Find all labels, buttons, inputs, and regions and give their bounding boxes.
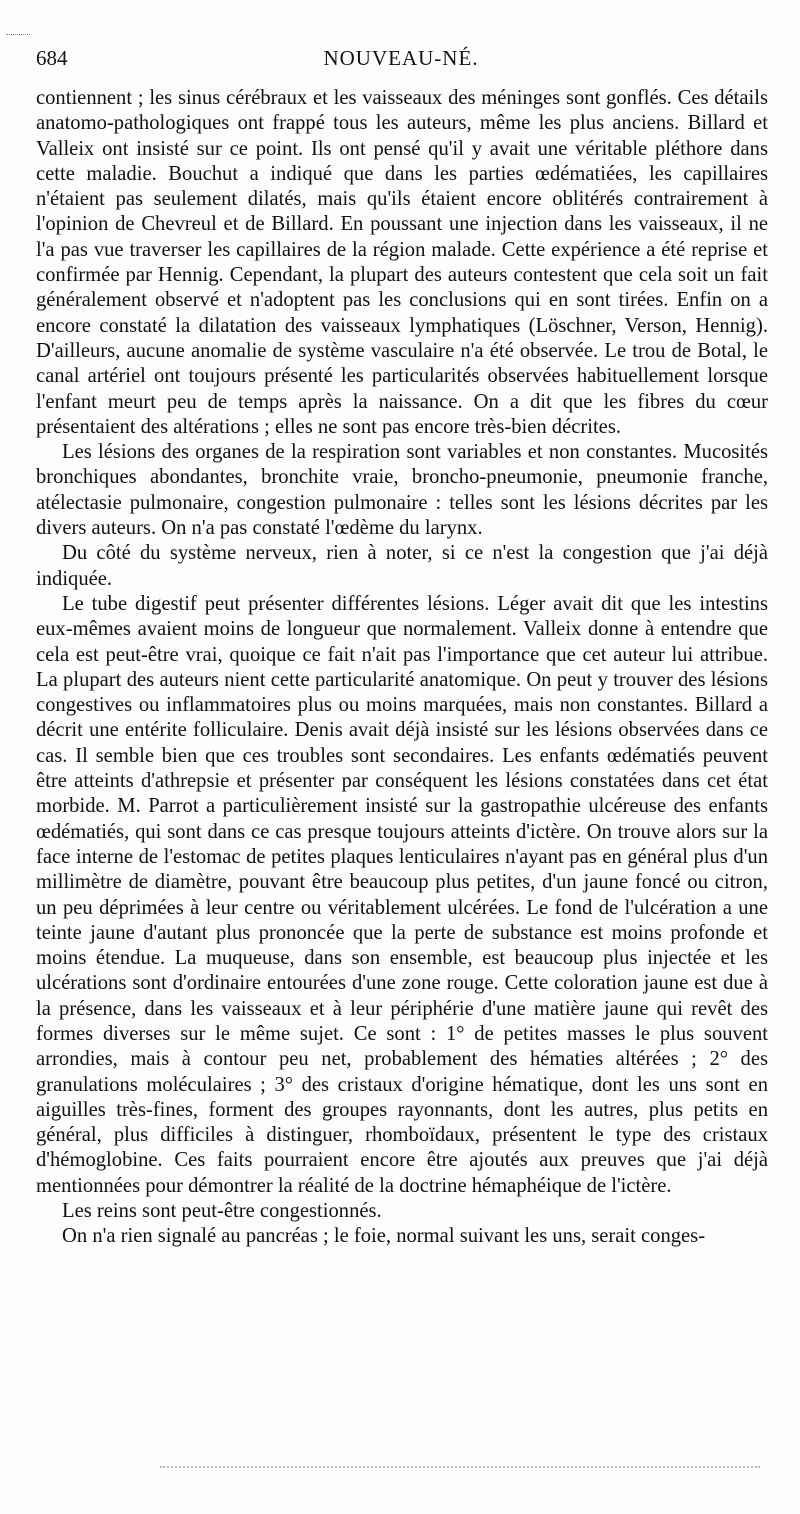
margin-mark [6, 34, 30, 35]
paragraph: contiennent ; les sinus cérébraux et les vaisseaux des méninges sont gonflés. Ces détails anatomo-pathologiques ont frappé tous les auteurs, même les plus anciens. Billard et Valleix ont insisté sur ce point. Ils ont pensé qu'il y avait une véritable pléthore dans cette maladie. Bouchut a indiqué que dans les parties œdématiées, les capillaires n'étaient pas seulement dilatés, mais qu'ils étaient encore oblitérés contrairement à l'opinion de Chevreul et de Billard. En poussant une injection dans les vaisseaux, il ne l'a pas vue traverser les capillaires de la région malade. Cette expérience a été reprise et confirmée par Hennig. Cependant, la plupart des auteurs contestent que cela soit un fait généralement observé et n'adoptent pas les conclusions qui en sont tirées. Enfin on a encore constaté la dilatation des vaisseaux lymphatiques (Löschner, Verson, Hennig). D'ailleurs, aucune anomalie de système vasculaire n'a été observée. Le trou de Botal, le canal artériel ont toujours présenté les particularités observées habituellement lorsque l'enfant meurt peu de temps après la naissance. On a dit que les fibres du cœur présentaient des altérations ; elles ne sont pas encore très-bien décrites. [36, 87, 768, 438]
page-body [36, 86, 768, 1250]
paragraph: On n'a rien signalé au pancréas ; le foie, normal suivant les uns, serait conges- [62, 1225, 706, 1248]
paragraph: Les reins sont peut-être congestionnés. [62, 1200, 382, 1223]
bottom-rule [160, 1466, 760, 1471]
paragraph: Les lésions des organes de la respiration sont variables et non constantes. Mucosités bronchiques abondantes, bronchite vraie, broncho-pneumonie, pneumonie franche, atélectasie pulmonaire, congestion pulmonaire : telles sont les lésions décrites par les divers auteurs. On n'a pas constaté l'œdème du larynx. [36, 441, 768, 540]
paragraph: Du côté du système nerveux, rien à noter, si ce n'est la congestion que j'ai déjà indiquée. [36, 542, 768, 590]
running-title: NOUVEAU-NÉ. [323, 46, 479, 70]
page-number: 684 [36, 46, 68, 70]
paragraph: Le tube digestif peut présenter différentes lésions. Léger avait dit que les intestins eux-mêmes avaient moins de longueur que normalement. Valleix donne à entendre que cela est peut-être vrai, quoique ce fait n'ait pas l'importance que cet auteur lui attribue. La plupart des auteurs nient cette particularité anatomique. On peut y trouver des lésions congestives ou inflammatoires plus ou moins marquées, mais non constantes. Billard a décrit une entérite folliculaire. Denis avait déjà insisté sur les lésions observées dans ce cas. Il semble bien que ces troubles sont secondaires. Les enfants œdématiés peuvent être atteints d'athrepsie et présenter par conséquent les lésions constatées dans cet état morbide. M. Parrot a particulièrement insisté sur la gastropathie ulcéreuse des enfants œdématiés, qui sont dans ce cas presque toujours atteints d'ictère. On trouve alors sur la face interne de l'estomac de petites plaques lenticulaires n'ayant pas en général plus d'un millimètre de diamètre, pouvant être beaucoup plus petites, d'un jaune foncé ou citron, un peu déprimées à leur centre ou véritablement ulcérées. Le fond de l'ulcération a une teinte jaune d'autant plus prononcée que la perte de substance est moins profonde et moins étendue. La muqueuse, dans son ensemble, est beaucoup plus injectée et les ulcérations sont d'ordinaire entourées d'une zone rouge. Cette coloration jaune est due à la présence, dans les vaisseaux et à leur périphérie d'une matière jaune qui revêt des formes diverses sur le même sujet. Ce sont : 1° de petites masses le plus souvent arrondies, mais à contour peu net, probablement des hématies altérées ; 2° des granulations moléculaires ; 3° des cristaux d'origine hématique, dont les uns sont en aiguilles très-fines, forment des groupes rayonnants, dont les autres, plus petits en général, plus difficiles à distinguer, rhomboïdaux, présentent le type des cristaux d'hémoglobine. Ces faits pourraient encore être ajoutés aux preuves que j'ai déjà mentionnées pour démontrer la réalité de la doctrine hémaphéique de l'ictère. [36, 592, 768, 1197]
page-header [36, 42, 766, 78]
